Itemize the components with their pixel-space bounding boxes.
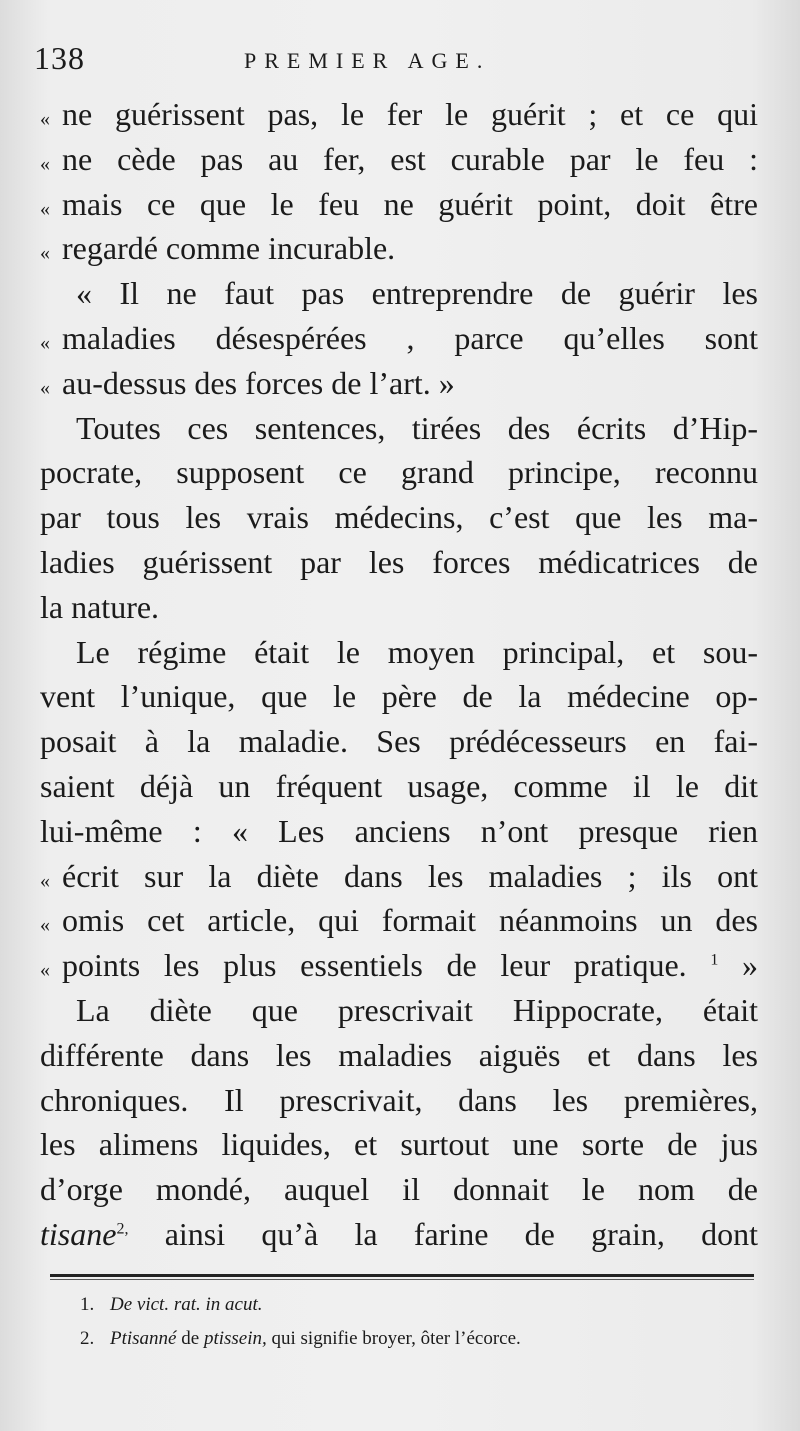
quote-mark: « (40, 959, 50, 982)
quote-mark: « (40, 869, 50, 892)
line-text (76, 271, 758, 316)
line-text (62, 226, 758, 271)
text-line (40, 540, 758, 585)
quote-mark: « (40, 914, 50, 937)
text-line (40, 182, 758, 227)
line-text (76, 406, 758, 451)
footnote-number: 1. (80, 1294, 95, 1315)
text-line (40, 406, 758, 451)
text-line (40, 1212, 758, 1257)
line-content: Le régime était le moyen principal, et sou- (76, 633, 758, 670)
line-text (40, 1212, 758, 1257)
line-content: La diète que prescrivait Hippocrate, était (76, 991, 758, 1028)
footnote (80, 1322, 770, 1356)
line-text (62, 92, 758, 137)
text-line (40, 630, 758, 675)
line-text (62, 137, 758, 182)
line-text (62, 854, 758, 899)
line-content: différente dans les maladies aiguës et dans les (40, 1036, 758, 1073)
text-line (40, 719, 758, 764)
closing-quote: » (718, 947, 759, 984)
line-text (40, 1122, 758, 1167)
text-line (40, 809, 758, 854)
quote-mark: « (40, 108, 50, 130)
line-text (40, 1033, 758, 1078)
footnote-marker: 1 (710, 951, 719, 969)
line-text (76, 988, 758, 1033)
footnote-number: 2. (80, 1328, 95, 1349)
line-text (40, 809, 758, 854)
body-text (40, 92, 758, 1257)
running-head: PREMIER AGE. (244, 48, 491, 73)
footnotes (80, 1288, 770, 1356)
line-content: ladies guérissent par les forces médicatrices de (40, 543, 758, 580)
quote-mark: « (40, 197, 50, 220)
line-content: au-dessus des forces de l’art. » (62, 364, 455, 401)
text-line (40, 92, 758, 137)
line-content: maladies désespérées , parce qu’elles sont (62, 319, 758, 356)
footnote-text: de (176, 1328, 204, 1349)
line-text (40, 1167, 758, 1212)
text-line (40, 854, 758, 899)
text-line (40, 271, 758, 316)
text-line (40, 495, 758, 540)
footnote-marker: 2, (116, 1220, 129, 1238)
line-content: mais ce que le feu ne guérit point, doit être (62, 185, 758, 222)
line-text (62, 182, 758, 227)
line-text (40, 450, 758, 495)
text-line (40, 226, 758, 271)
line-text (40, 674, 758, 719)
line-content: écrit sur la diète dans les maladies ; ils ont (62, 857, 758, 894)
text-line (40, 1167, 758, 1212)
line-text (40, 764, 758, 809)
line-content: vent l’unique, que le père de la médecine op- (40, 678, 758, 715)
text-line (40, 674, 758, 719)
text-line (40, 137, 758, 182)
quote-mark: « (40, 242, 50, 265)
line-content: « Il ne faut pas entreprendre de guérir les (76, 275, 758, 312)
line-rest: ainsi qu’à la farine de grain, dont (164, 1215, 759, 1252)
text-line (40, 1033, 758, 1078)
line-text (62, 898, 758, 943)
footnote-italic: Ptisanné (110, 1328, 177, 1349)
text-line (40, 943, 758, 988)
line-content: Toutes ces sentences, tirées des écrits d’Hip- (76, 409, 758, 446)
line-text (40, 719, 758, 764)
line-content: ne guérissent pas, le fer le guérit ; et ce qui (62, 96, 758, 132)
text-line (40, 585, 758, 630)
footnote-rule (50, 1274, 754, 1277)
footnote-italic: ptissein, (203, 1328, 267, 1349)
line-content: pocrate, supposent ce grand principe, reconnu (40, 454, 758, 491)
page-number: 138 (34, 40, 85, 76)
quote-mark: « (40, 152, 50, 175)
line-content: ne cède pas au fer, est curable par le feu : (62, 140, 758, 177)
page-header (34, 40, 760, 80)
footnote-italic: De vict. rat. in acut. (110, 1294, 263, 1315)
text-line (40, 361, 758, 406)
line-text (62, 943, 758, 988)
text-line (40, 316, 758, 361)
line-content: regardé comme incurable. (62, 230, 396, 267)
line-content: les alimens liquides, et surtout une sorte de jus (40, 1126, 758, 1163)
text-line (40, 764, 758, 809)
line-text (40, 585, 758, 630)
line-text (40, 495, 758, 540)
quote-mark: « (40, 331, 50, 354)
text-line (40, 1122, 758, 1167)
line-content: par tous les vrais médecins, c’est que les ma- (40, 499, 758, 536)
line-content: posait à la maladie. Ses prédécesseurs en fai- (40, 723, 758, 760)
line-content: d’orge mondé, auquel il donnait le nom de (40, 1171, 758, 1208)
text-line (40, 988, 758, 1033)
line-text (62, 316, 758, 361)
footnote-text: qui signifie broyer, ôter l’écorce. (266, 1328, 521, 1349)
line-content: chroniques. Il prescrivait, dans les premières, (40, 1081, 758, 1118)
text-line (40, 450, 758, 495)
text-line (40, 1078, 758, 1123)
line-content: la nature. (40, 588, 160, 625)
line-text (40, 1078, 758, 1123)
quote-mark: « (40, 376, 50, 399)
footnote (80, 1288, 770, 1322)
text-line (40, 898, 758, 943)
line-content: points les plus essentiels de leur pratique. (62, 947, 687, 984)
line-content: saient déjà un fréquent usage, comme il le dit (40, 767, 758, 804)
line-content: lui-même : « Les anciens n’ont presque rien (40, 812, 758, 849)
line-text (62, 361, 758, 406)
footnote-rule-thin (50, 1279, 754, 1280)
line-text (40, 540, 758, 585)
line-text (76, 630, 758, 675)
line-content: omis cet article, qui formait néanmoins un des (62, 902, 758, 939)
italic-word: tisane (40, 1215, 117, 1252)
